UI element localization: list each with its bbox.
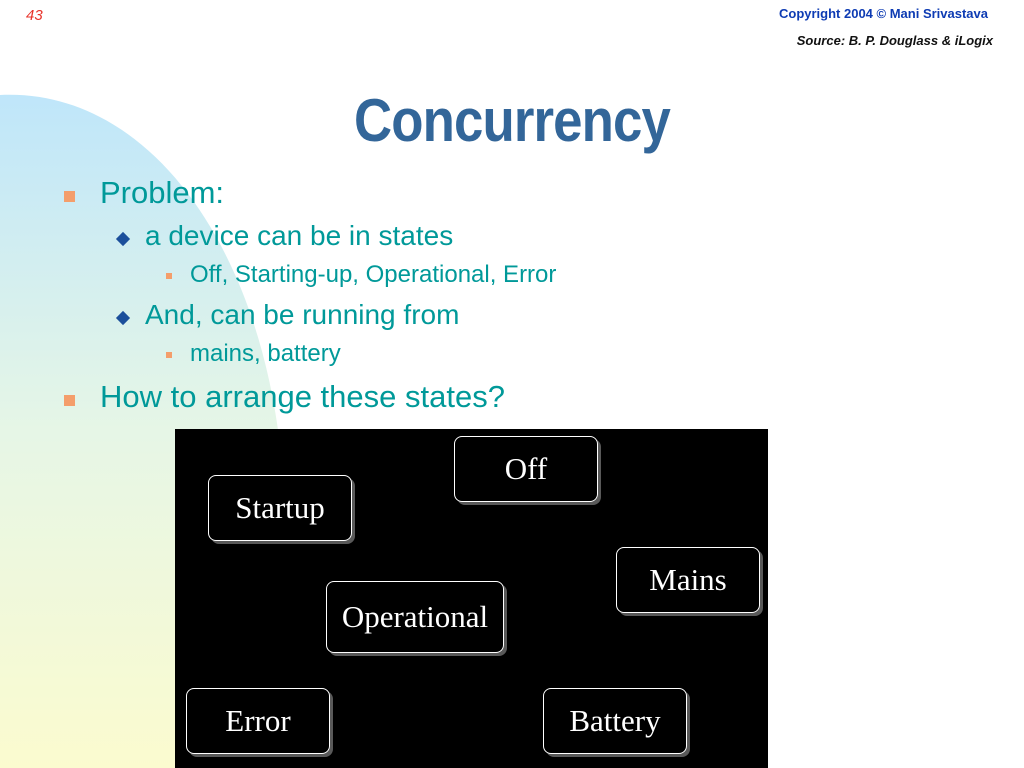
bullet-power-list: mains, battery xyxy=(190,340,341,367)
slide-title: Concurrency xyxy=(353,87,671,154)
bullet-state-list: Off, Starting-up, Operational, Error xyxy=(190,261,557,288)
bullet-running-from: And, can be running from xyxy=(145,299,460,330)
copyright-text: Copyright 2004 © Mani Srivastava xyxy=(779,6,988,21)
state-battery: Battery xyxy=(543,688,687,754)
source-text: Source: B. P. Douglass & iLogix xyxy=(796,33,993,48)
slide-number: 43 xyxy=(26,7,43,24)
state-operational: Operational xyxy=(326,581,504,653)
bullet-arrange-question: How to arrange these states? xyxy=(100,379,505,414)
small-square-bullet-icon xyxy=(166,352,172,358)
state-startup: Startup xyxy=(208,475,352,541)
state-error: Error xyxy=(186,688,330,754)
bullet-device-states: a device can be in states xyxy=(145,220,454,251)
state-off: Off xyxy=(454,436,598,502)
square-bullet-icon xyxy=(64,191,75,202)
state-mains: Mains xyxy=(616,547,760,613)
small-square-bullet-icon xyxy=(166,273,172,279)
bullet-problem: Problem: xyxy=(100,175,225,210)
state-diagram xyxy=(175,429,768,768)
square-bullet-icon xyxy=(64,395,75,406)
